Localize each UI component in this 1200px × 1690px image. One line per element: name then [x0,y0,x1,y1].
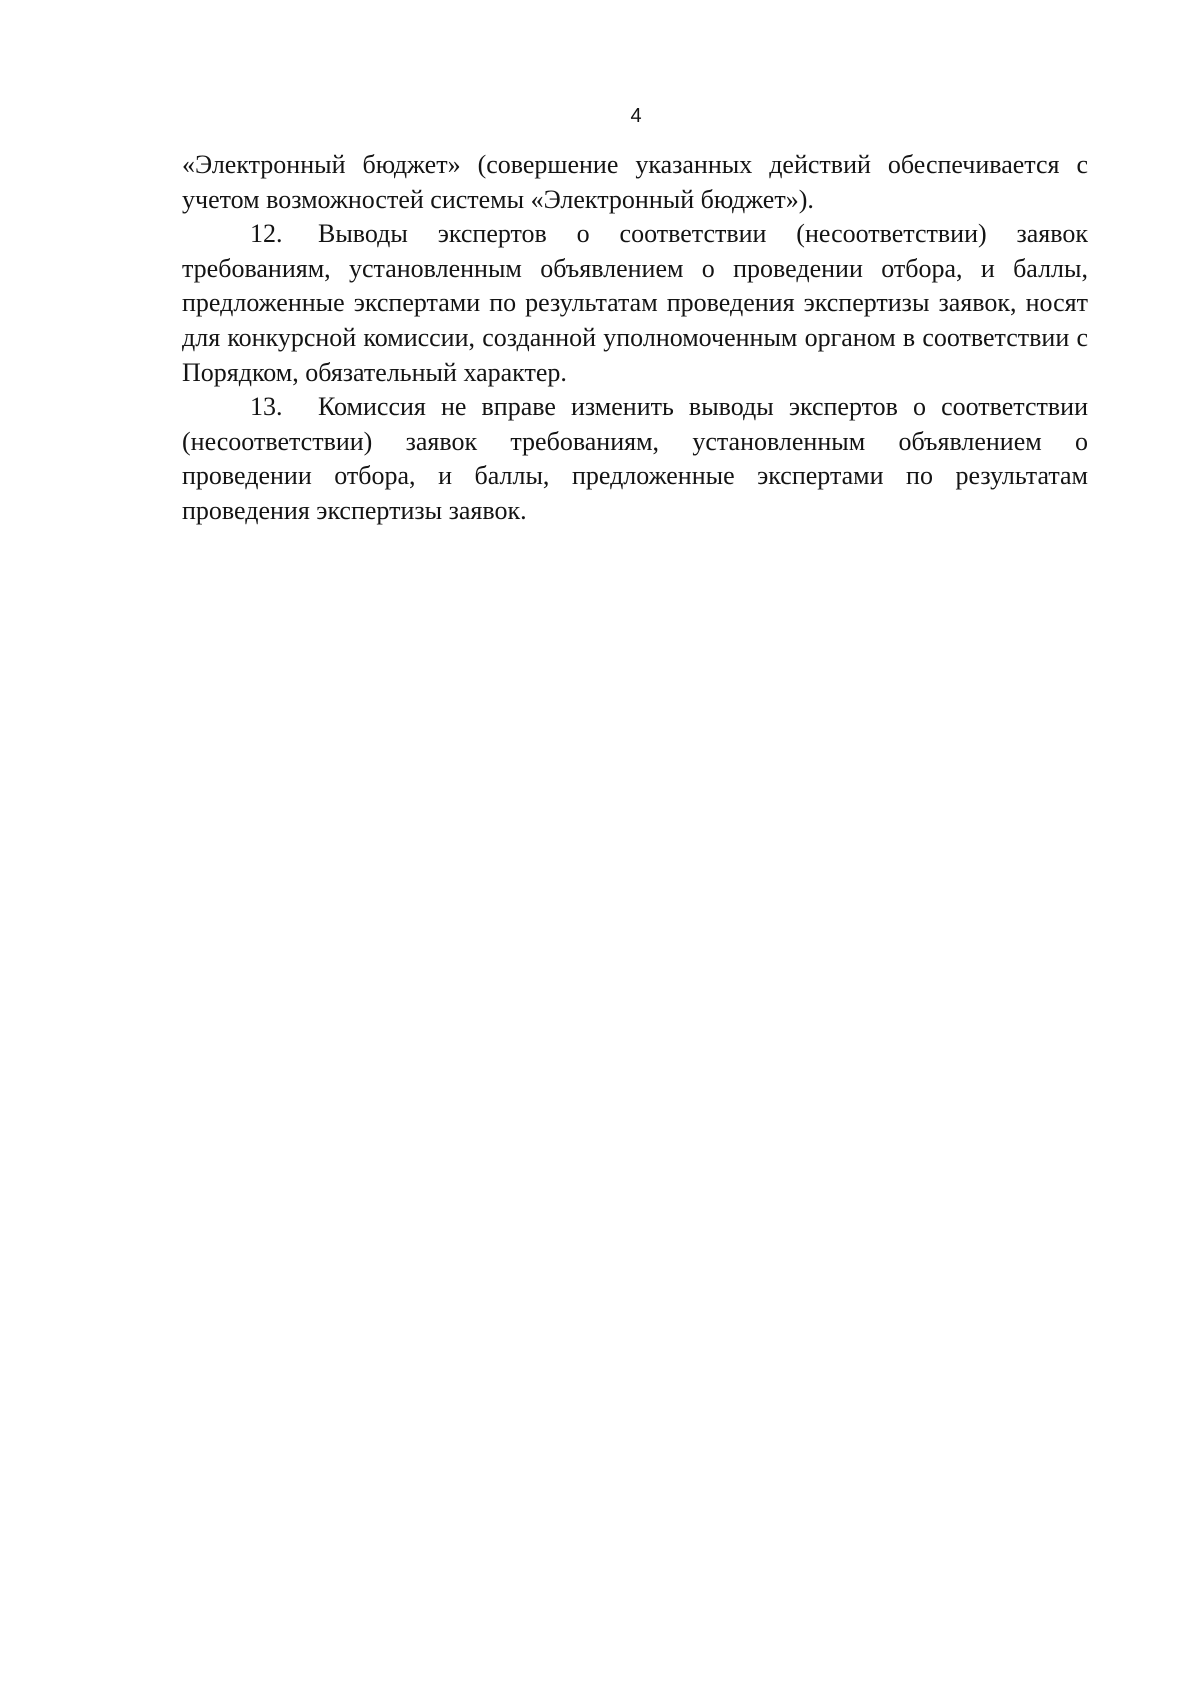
paragraph-text: «Электронный бюджет» (совершение указанных действий обеспечивается с учетом возможностей системы «Электронный бюджет»). [182,150,1088,214]
document-body [182,148,1088,529]
paragraph-13-number: 13. [250,392,283,422]
paragraph-12-number: 12. [250,219,283,249]
paragraph-13 [182,390,1088,528]
paragraph-13-text: Комиссия не вправе изменить выводы экспертов о соответствии (несоответствии) заявок требованиям, установленным объявлением о проведении отбора, и баллы, предложенные экспертами по результатам проведения экспертизы заявок. [182,392,1088,525]
paragraph-12-text: Выводы экспертов о соответствии (несоответствии) заявок требованиям, установленным объявлением о проведении отбора, и баллы, предложенные экспертами по результатам проведения экспертизы заявок, носят для конкурсной комиссии, созданной уполномоченным органом в соответствии с Порядком, обязательный характер. [182,219,1088,387]
paragraph-continuation [182,148,1088,217]
paragraph-12 [182,217,1088,390]
page-number: 4 [630,105,642,127]
